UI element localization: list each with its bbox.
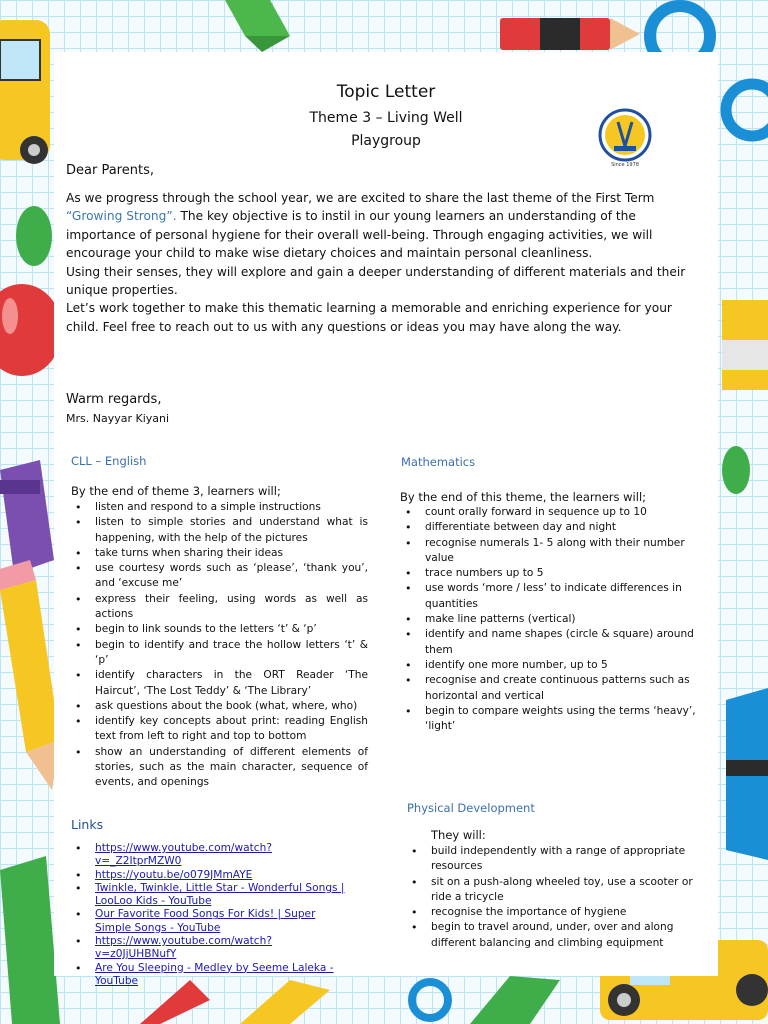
list-item: • begin to identify and trace the hollow letters ‘t’ & ‘p’ — [70, 638, 368, 669]
pencil-icon — [0, 560, 60, 790]
resource-link[interactable]: Are You Sleeping - Medley by Seeme Laleka - YouTube — [95, 961, 334, 987]
theme-heading: Theme 3 – Living Well — [309, 110, 463, 126]
list-item: • count orally forward in sequence up to 10 — [400, 505, 710, 520]
list-item: • listen to simple stories and understand what is happening, with the help of the pictures — [70, 515, 368, 546]
cll-intro: By the end of theme 3, learners will; — [71, 484, 281, 498]
leaf-icon — [16, 206, 52, 266]
logo-caption: Since 1978 — [611, 162, 639, 168]
link-item — [70, 908, 350, 935]
list-item: • trace numbers up to 5 — [400, 566, 710, 581]
list-item: • begin to travel around, under, over and along different balancing and climbing equipment — [406, 920, 706, 951]
list-item: • make line patterns (vertical) — [400, 612, 710, 627]
math-list — [400, 505, 710, 734]
greeting: Dear Parents, — [66, 163, 154, 178]
links-title: Links — [71, 817, 104, 832]
physical-list — [406, 844, 706, 951]
paragraph-2: Using their senses, they will explore and gain a deeper understanding of different materials and their unique properties. — [66, 264, 686, 298]
list-item: • identify and name shapes (circle & square) around them — [400, 627, 710, 658]
physical-title: Physical Development — [407, 801, 535, 815]
closing: Warm regards, — [66, 392, 162, 407]
apple-icon — [0, 284, 62, 376]
links-list — [70, 842, 350, 988]
list-item: • begin to compare weights using the terms ‘heavy’, ‘light’ — [400, 704, 710, 735]
list-item: • use words ‘more / less’ to indicate differences in quantities — [400, 581, 710, 612]
pencil-right-icon — [722, 300, 768, 390]
list-item: • identify key concepts about print: reading English text from left to right and top to bottom — [70, 714, 368, 745]
resource-link[interactable]: Twinkle, Twinkle, Little Star - Wonderful Songs | LooLoo Kids - YouTube — [95, 881, 345, 908]
group-heading: Playgroup — [351, 133, 421, 149]
cll-list — [70, 500, 368, 791]
list-item: • begin to link sounds to the letters ‘t’ & ‘p’ — [70, 622, 368, 637]
resource-link[interactable]: https://youtu.be/o079JMmAYE — [95, 868, 253, 881]
resource-link[interactable]: https://www.youtube.com/watch?v=_Z2ItprMZW0 — [95, 842, 272, 868]
signature: Mrs. Nayyar Kiyani — [66, 412, 170, 425]
link-item — [70, 869, 350, 882]
list-item: • build independently with a range of appropriate resources — [406, 844, 706, 875]
link-item — [70, 935, 350, 962]
paragraph-3: Let’s work together to make this thematic learning a memorable and enriching experience for your child. Feel free to reach out to us with any questions or ideas you may have along the way. — [66, 301, 672, 334]
list-item: • recognise numerals 1- 5 along with their number value — [400, 536, 710, 567]
crayon-purple-icon — [0, 460, 54, 574]
letter-title: Topic Letter — [336, 82, 436, 102]
list-item: • take turns when sharing their ideas — [70, 546, 368, 561]
theme-name-highlight: “Growing Strong”. — [66, 209, 177, 224]
resource-link[interactable]: https://www.youtube.com/watch?v=z0JjUHBNufY — [95, 935, 272, 961]
list-item: • listen and respond to a simple instructions — [70, 500, 368, 515]
list-item: • show an understanding of different elements of stories, such as the main character, sequence of events, and openings — [70, 745, 368, 791]
crayon-green-icon — [225, 0, 290, 52]
list-item: • differentiate between day and night — [400, 520, 710, 535]
list-item: • identify one more number, up to 5 — [400, 658, 710, 673]
cll-title: CLL – English — [71, 454, 147, 468]
letter-sheet — [54, 52, 718, 987]
list-item: • identify characters in the ORT Reader ‘The Haircut’, ‘The Lost Teddy’ & ‘The Library’ — [70, 668, 368, 699]
list-item: • ask questions about the book (what, where, who) — [70, 699, 368, 714]
list-item: • sit on a push-along wheeled toy, use a scooter or ride a tricycle — [406, 875, 706, 906]
letter-body — [66, 189, 706, 336]
physical-intro: They will: — [431, 828, 486, 842]
link-item — [70, 842, 350, 869]
math-intro: By the end of this theme, the learners will; — [400, 490, 647, 504]
list-item: • recognise and create continuous patterns such as horizontal and vertical — [400, 673, 710, 704]
list-item: • use courtesy words such as ‘please’, ‘thank you’, and ‘excuse me’ — [70, 561, 368, 592]
school-logo-icon — [598, 108, 652, 168]
paragraph-1: As we progress through the school year, we are excited to share the last theme of the First Term “Growing Strong”. The key objective is to instil in our young learners an understanding of the importance of personal hygiene for their overall well-being. Through engaging activities, we will encourage your child to make wise dietary choices and maintain personal cleanliness. — [66, 191, 655, 261]
link-item — [70, 962, 350, 989]
school-bus-icon — [0, 20, 50, 164]
link-item — [70, 882, 350, 909]
crayon-red-icon — [500, 18, 640, 50]
resource-link[interactable]: Our Favorite Food Songs For Kids! | Super Simple Songs - YouTube — [95, 908, 316, 934]
math-title: Mathematics — [401, 455, 476, 469]
list-item: • express their feeling, using words as well as actions — [70, 592, 368, 623]
crayon-green-bottom-icon — [0, 856, 60, 1024]
crayon-blue-icon — [726, 688, 768, 860]
list-item: • recognise the importance of hygiene — [406, 905, 706, 920]
